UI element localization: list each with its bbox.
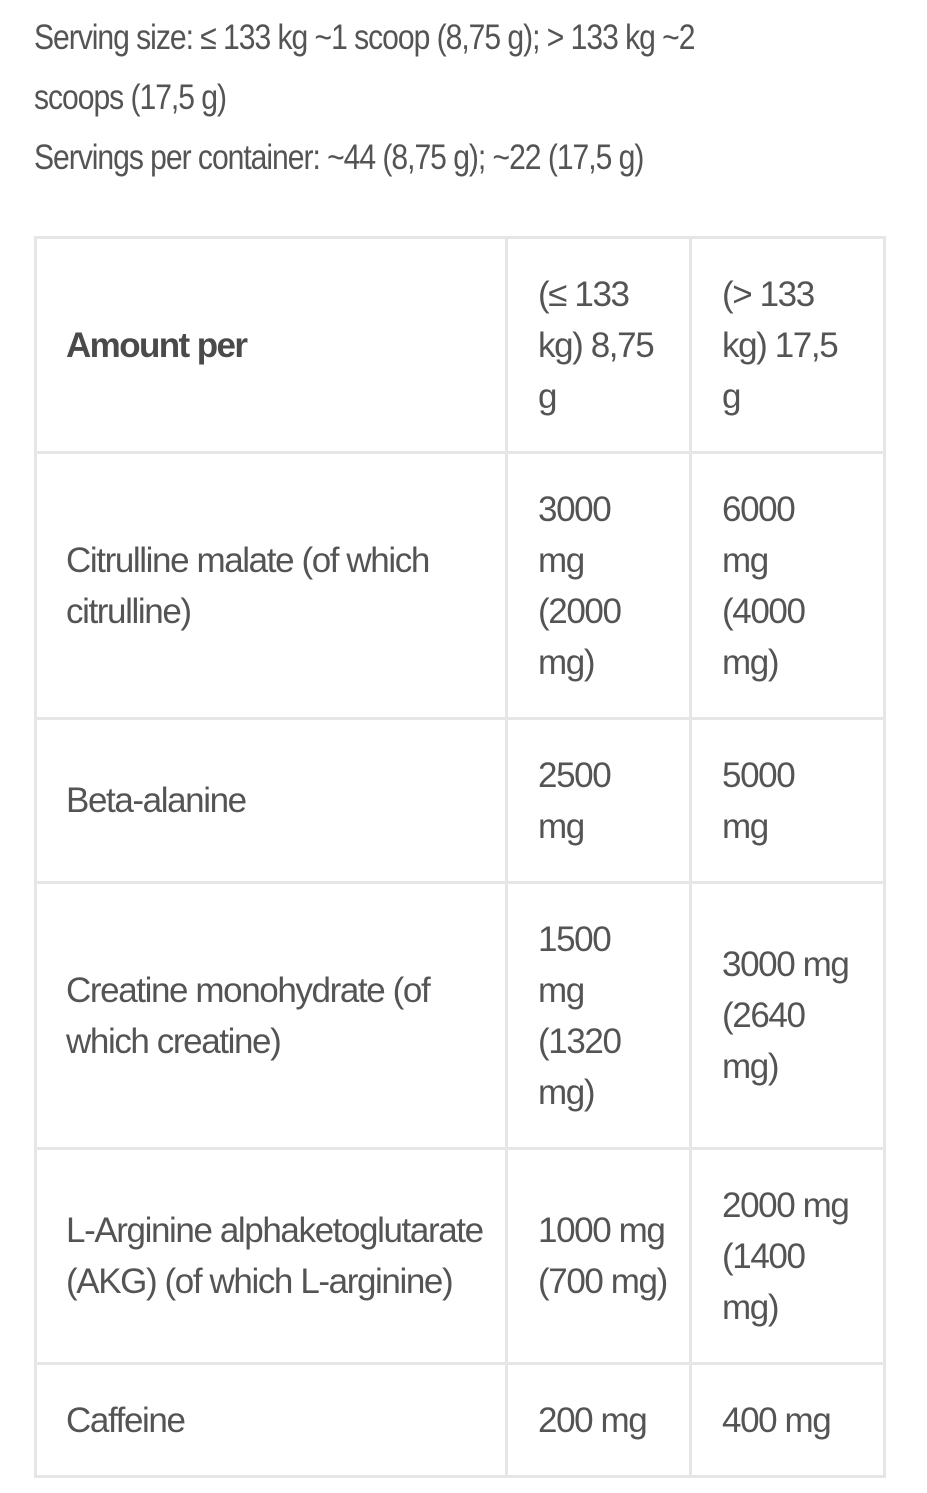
row-name: Citrulline malate (of which citrulline) [36, 453, 507, 719]
row-name: Caffeine [36, 1364, 507, 1477]
row-name: Beta-alanine [36, 719, 507, 883]
row-value-heavy: 400 mg [691, 1364, 885, 1477]
row-value-heavy-text: 5000 mg [722, 755, 795, 846]
table-row [36, 1364, 885, 1477]
table-row [36, 883, 885, 1149]
header-amount-per: Amount per [36, 238, 507, 453]
row-value-heavy-text: 2000 mg (1400 mg) [722, 1185, 849, 1327]
row-value-light-text: 1500 mg (1320 mg) [538, 919, 621, 1112]
row-value-light [507, 719, 691, 883]
row-value-light-text: 3000 mg (2000 mg) [538, 489, 621, 682]
row-value-light-text: 1000 mg (700 mg) [538, 1211, 667, 1301]
row-value-heavy [691, 453, 885, 719]
row-value-heavy [691, 719, 885, 883]
row-value-heavy-text: 6000 mg (4000 mg) [722, 489, 805, 682]
row-value-heavy-text: 3000 mg (2640 mg) [722, 945, 849, 1086]
nutrition-table [34, 236, 886, 1478]
header-col-light-text: (≤ 133 kg) 8,75 g [538, 274, 654, 416]
row-name: Creatine monohydrate (of which creatine) [36, 883, 507, 1149]
table-row [36, 453, 885, 719]
row-value-heavy [691, 1149, 885, 1364]
servings-per-container-text: Servings per container: ~44 (8,75 g); ~22 (17,5 g) [34, 138, 644, 177]
row-value-light [507, 883, 691, 1149]
row-value-light [507, 1149, 691, 1364]
header-col-heavy-text: (> 133 kg) 17,5 g [722, 274, 838, 416]
row-value-light: 200 mg [507, 1364, 691, 1477]
row-value-heavy [691, 883, 885, 1149]
serving-info [34, 8, 782, 188]
table-header-row [36, 238, 885, 453]
header-col-light [507, 238, 691, 453]
table-row [36, 719, 885, 883]
header-col-heavy [691, 238, 885, 453]
serving-size-text: Serving size: ≤ 133 kg ~1 scoop (8,75 g); > 133 kg ~2 scoops (17,5 g) [34, 18, 695, 117]
table-row [36, 1149, 885, 1364]
row-name: L-Arginine alphaketoglutarate (AKG) (of which L-arginine) [36, 1149, 507, 1364]
row-value-light [507, 453, 691, 719]
row-value-light-text: 2500 mg [538, 755, 611, 846]
